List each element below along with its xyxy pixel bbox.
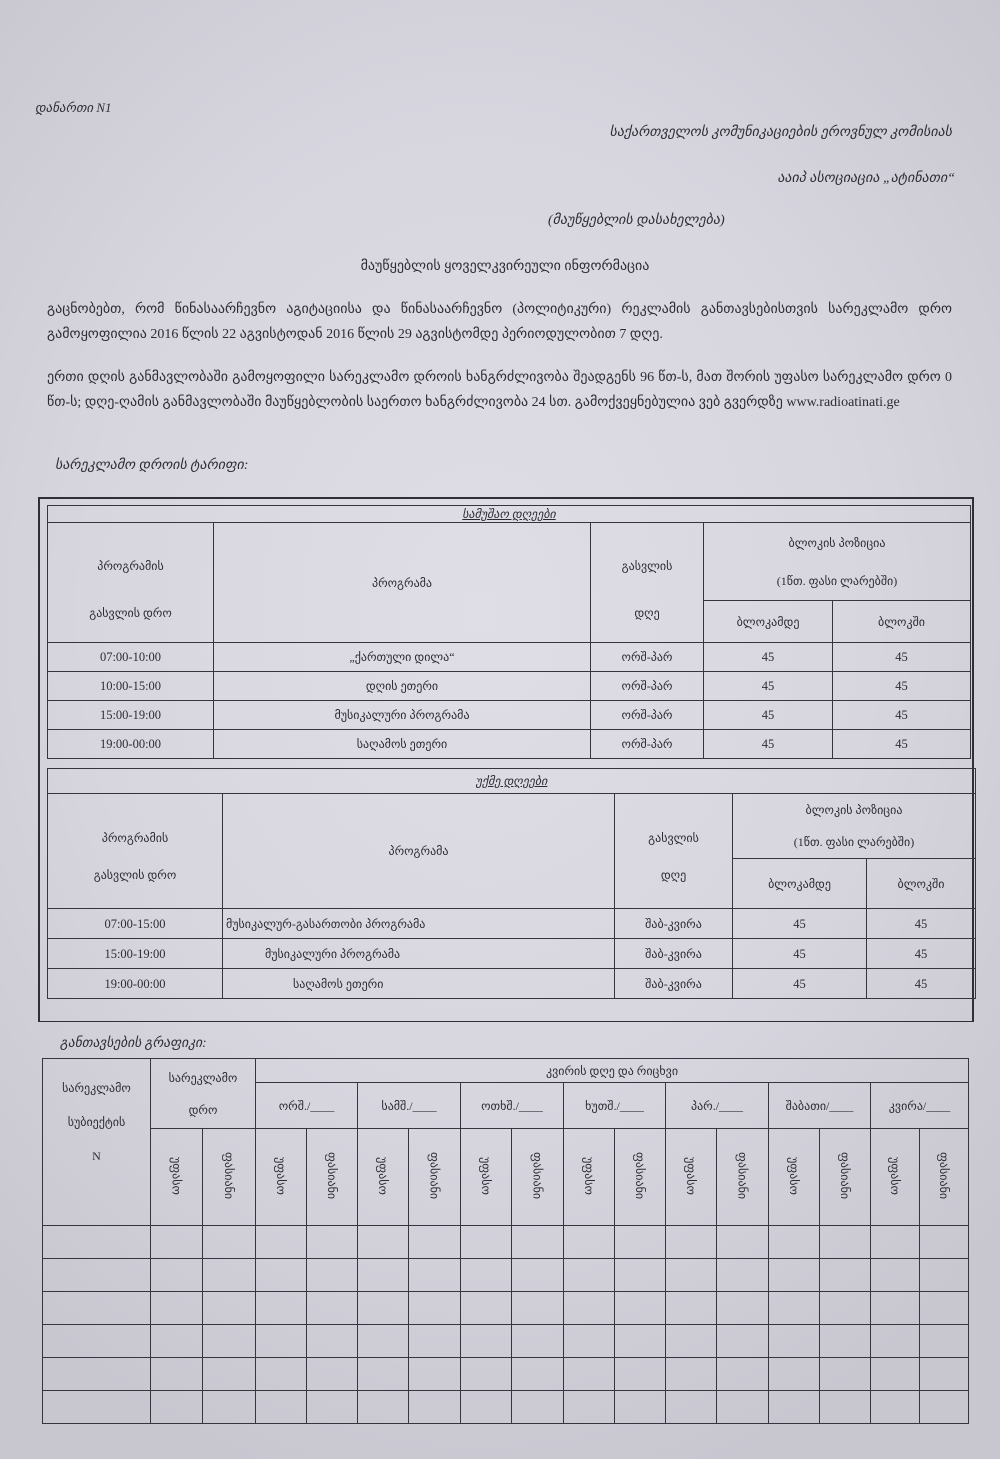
schedule-cell [307, 1226, 358, 1259]
before-block-price: 45 [733, 939, 867, 969]
schedule-cell [615, 1358, 666, 1391]
schedule-row [43, 1292, 969, 1325]
block-position-line: ბლოკის პოზიცია [788, 535, 886, 550]
free-header [151, 1129, 203, 1226]
schedule-cell [615, 1325, 666, 1358]
schedule-cell [564, 1226, 615, 1259]
day-header-friday: პარ./____ [666, 1083, 769, 1129]
paid-header [307, 1129, 358, 1226]
paid-label: ფასიანი [633, 1151, 648, 1200]
schedule-row [43, 1325, 969, 1358]
day-header-tuesday: სამშ./____ [358, 1083, 461, 1129]
ad-time-header-line: სარეკლამო [168, 1070, 238, 1085]
air-day-header-line: გასვლის [621, 558, 673, 573]
before-block-price: 45 [704, 730, 833, 759]
day-header-monday: ორშ./____ [256, 1083, 358, 1129]
schedule-cell [820, 1259, 871, 1292]
schedule-cell [151, 1292, 203, 1325]
info-paragraph-1: გაცნობებთ, რომ წინასაარჩევნო აგიტაციისა და წინასაარჩევნო (პოლიტიკური) რეკლამის განთავსებისთვის სარეკლამო დრო გამოყოფილია 2016 წლის 22 აგვისტოდან 2016 წლის 29 აგვისტომდე პერიოდულობით 7 დღე. [47, 302, 952, 342]
free-header [564, 1129, 615, 1226]
program-cell: „ქართული დილა“ [214, 643, 591, 672]
subject-header-line: სარეკლამო [62, 1081, 131, 1095]
in-block-price: 45 [867, 909, 976, 939]
free-label: უფასო [684, 1156, 699, 1195]
before-block-price: 45 [704, 672, 833, 701]
block-position-header [733, 794, 976, 859]
before-block-price: 45 [704, 701, 833, 730]
before-block-header: ბლოკამდე [704, 601, 833, 643]
paid-header [717, 1129, 769, 1226]
schedule-cell [564, 1259, 615, 1292]
days-cell: ორშ-პარ [591, 701, 704, 730]
free-label: უფასო [787, 1156, 802, 1195]
document-title: მაუწყებლის ყოველკვირეული ინფორმაცია [360, 259, 650, 274]
days-cell: შაბ-კვირა [615, 909, 733, 939]
schedule-cell [256, 1358, 307, 1391]
days-cell: ორშ-პარ [591, 643, 704, 672]
paid-header [920, 1129, 969, 1226]
schedule-cell [151, 1325, 203, 1358]
before-block-price: 45 [733, 969, 867, 999]
table-caption-row [48, 506, 971, 523]
program-header-label: პროგრამა [371, 575, 433, 590]
airtime-cell: 10:00-15:00 [48, 672, 214, 701]
schedule-label: განთავსების გრაფიკი: [60, 1035, 207, 1050]
schedule-cell [461, 1358, 512, 1391]
schedule-cell [717, 1259, 769, 1292]
schedule-cell [564, 1292, 615, 1325]
schedule-header-row [43, 1059, 969, 1083]
paid-header [203, 1129, 256, 1226]
paid-label: ფასიანი [838, 1151, 853, 1200]
addressee: საქართველოს კომუნიკაციების ეროვნულ კომისიას [609, 125, 952, 140]
block-position-line: ბლოკის პოზიცია [805, 803, 903, 817]
schedule-cell [256, 1259, 307, 1292]
schedule-cell [461, 1325, 512, 1358]
schedule-row [43, 1259, 969, 1292]
free-header [358, 1129, 409, 1226]
free-label: უფასო [888, 1156, 903, 1195]
program-cell: საღამოს ეთერი [214, 730, 591, 759]
block-position-header [704, 523, 971, 601]
schedule-cell [717, 1292, 769, 1325]
schedule-row [43, 1226, 969, 1259]
air-day-header-line: დღე [660, 868, 687, 882]
schedule-cell [769, 1226, 820, 1259]
weekend-caption-cell [48, 769, 976, 794]
schedule-cell [409, 1325, 461, 1358]
day-header-thursday: ხუთშ./____ [564, 1083, 666, 1129]
annex-label: დანართი N1 [35, 100, 112, 115]
schedule-table [42, 1058, 969, 1424]
schedule-row [43, 1358, 969, 1391]
schedule-cell [666, 1259, 717, 1292]
weekday-caption: სამუშაო დღეები [462, 507, 556, 521]
schedule-cell [307, 1292, 358, 1325]
schedule-cell [461, 1259, 512, 1292]
schedule-subheader-row [43, 1129, 969, 1226]
table-caption-row [48, 769, 976, 794]
schedule-cell [920, 1325, 969, 1358]
table-row [48, 969, 976, 999]
schedule-cell [871, 1292, 920, 1325]
paid-header [820, 1129, 871, 1226]
in-block-price: 45 [833, 701, 971, 730]
in-block-price: 45 [833, 672, 971, 701]
program-header-label: პროგრამა [388, 844, 449, 858]
subject-number-header [43, 1059, 151, 1226]
schedule-row [43, 1391, 969, 1424]
schedule-cell [666, 1358, 717, 1391]
schedule-cell [307, 1325, 358, 1358]
schedule-cell [461, 1292, 512, 1325]
program-cell: მუსიკალური პროგრამა [214, 701, 591, 730]
in-block-price: 45 [867, 969, 976, 999]
free-header [256, 1129, 307, 1226]
schedule-cell [358, 1391, 409, 1424]
table-row [48, 643, 971, 672]
schedule-cell [256, 1226, 307, 1259]
schedule-cell [203, 1391, 256, 1424]
table-row [48, 939, 976, 969]
airtime-header-line: გასვლის დრო [93, 868, 177, 882]
schedule-cell [615, 1391, 666, 1424]
program-header [223, 794, 615, 909]
schedule-cell [151, 1358, 203, 1391]
program-cell: მუსიკალური პროგრამა [223, 939, 615, 969]
before-block-price: 45 [733, 909, 867, 939]
schedule-cell [203, 1292, 256, 1325]
schedule-cell [307, 1391, 358, 1424]
airtime-cell: 07:00-15:00 [48, 909, 223, 939]
schedule-body [43, 1226, 969, 1424]
schedule-cell [871, 1259, 920, 1292]
schedule-cell [871, 1391, 920, 1424]
schedule-cell [512, 1391, 564, 1424]
schedule-cell [409, 1226, 461, 1259]
schedule-cell [769, 1358, 820, 1391]
schedule-cell [43, 1391, 151, 1424]
schedule-cell [666, 1226, 717, 1259]
schedule-cell [358, 1325, 409, 1358]
schedule-cell [151, 1226, 203, 1259]
schedule-cell [871, 1358, 920, 1391]
schedule-cell [615, 1259, 666, 1292]
ad-time-header [151, 1059, 256, 1129]
schedule-cell [203, 1259, 256, 1292]
free-header [666, 1129, 717, 1226]
schedule-cell [871, 1226, 920, 1259]
days-cell: ორშ-პარ [591, 730, 704, 759]
weekend-tariff-table [47, 768, 976, 999]
schedule-cell [409, 1358, 461, 1391]
paid-label: ფასიანი [735, 1151, 750, 1200]
schedule-cell [564, 1325, 615, 1358]
schedule-cell [769, 1325, 820, 1358]
block-position-line: (1წთ. ფასი ლარებში) [776, 573, 898, 588]
weekday-caption-cell [48, 506, 971, 523]
info-paragraph-2: ერთი დღის განმავლობაში გამოყოფილი სარეკლამო დროის ხანგრძლივობა შეადგენს 96 წთ-ს, მათ შორის უფასო სარეკლამო დრო 0 წთ-ს; დღე-ღამის განმავლობაში მაუწყებლობის საერთო ხანგრძლივობა 24 სთ. გამოქვეყნებულია ვებ გვერდზე www.radioatinati.ge [47, 370, 952, 410]
schedule-cell [256, 1292, 307, 1325]
paid-label: ფასიანი [427, 1151, 442, 1200]
schedule-cell [512, 1259, 564, 1292]
airtime-header-line: პროგრამის [97, 558, 164, 573]
airtime-header-line: გასვლის დრო [89, 605, 172, 620]
day-header-saturday: შაბათი/____ [769, 1083, 871, 1129]
schedule-cell [358, 1226, 409, 1259]
schedule-cell [409, 1292, 461, 1325]
in-block-price: 45 [833, 643, 971, 672]
schedule-cell [203, 1358, 256, 1391]
days-cell: ორშ-პარ [591, 672, 704, 701]
airtime-cell: 15:00-19:00 [48, 701, 214, 730]
schedule-cell [358, 1259, 409, 1292]
schedule-cell [43, 1292, 151, 1325]
days-cell: შაბ-კვირა [615, 939, 733, 969]
schedule-cell [564, 1391, 615, 1424]
airtime-header [48, 523, 214, 643]
schedule-cell [256, 1325, 307, 1358]
in-block-header: ბლოკში [833, 601, 971, 643]
schedule-cell [307, 1259, 358, 1292]
in-block-price: 45 [833, 730, 971, 759]
schedule-cell [409, 1391, 461, 1424]
schedule-cell [920, 1358, 969, 1391]
broadcaster-name: ააიპ ასოციაცია „ატინათი“ [777, 171, 955, 186]
schedule-cell [256, 1391, 307, 1424]
paid-label: ფასიანი [937, 1151, 952, 1200]
airtime-cell: 19:00-00:00 [48, 969, 223, 999]
schedule-cell [615, 1292, 666, 1325]
schedule-cell [461, 1226, 512, 1259]
ad-time-header-line: დრო [188, 1102, 218, 1117]
day-header-wednesday: ოთხშ./____ [461, 1083, 564, 1129]
airtime-cell: 19:00-00:00 [48, 730, 214, 759]
schedule-cell [920, 1292, 969, 1325]
schedule-cell [512, 1292, 564, 1325]
subject-header-line: სუბიექტის [67, 1115, 126, 1129]
schedule-cell [151, 1391, 203, 1424]
schedule-cell [358, 1292, 409, 1325]
schedule-cell [43, 1259, 151, 1292]
weekday-tariff-table [47, 505, 971, 759]
schedule-cell [717, 1325, 769, 1358]
schedule-cell [666, 1325, 717, 1358]
schedule-cell [920, 1259, 969, 1292]
air-day-header-line: დღე [634, 605, 660, 620]
schedule-cell [203, 1226, 256, 1259]
schedule-cell [512, 1325, 564, 1358]
free-label: უფასო [274, 1156, 289, 1195]
free-header [461, 1129, 512, 1226]
schedule-cell [666, 1292, 717, 1325]
schedule-cell [666, 1391, 717, 1424]
schedule-cell [717, 1391, 769, 1424]
free-header [871, 1129, 920, 1226]
schedule-cell [461, 1391, 512, 1424]
paid-header [409, 1129, 461, 1226]
schedule-cell [820, 1391, 871, 1424]
schedule-cell [203, 1325, 256, 1358]
schedule-cell [820, 1292, 871, 1325]
schedule-cell [512, 1226, 564, 1259]
paid-label: ფასიანი [530, 1151, 545, 1200]
schedule-cell [820, 1325, 871, 1358]
days-cell: შაბ-კვირა [615, 969, 733, 999]
table-header-row [48, 523, 971, 601]
free-label: უფასო [582, 1156, 597, 1195]
program-cell: დღის ეთერი [214, 672, 591, 701]
free-header [769, 1129, 820, 1226]
schedule-cell [615, 1226, 666, 1259]
airtime-cell: 07:00-10:00 [48, 643, 214, 672]
subject-header-line: N [92, 1149, 101, 1163]
tariff-label: სარეკლამო დროის ტარიფი: [55, 458, 249, 473]
schedule-cell [307, 1358, 358, 1391]
broadcaster-caption: (მაუწყებლის დასახელება) [548, 213, 725, 228]
table-row [48, 701, 971, 730]
paid-header [615, 1129, 666, 1226]
schedule-cell [43, 1226, 151, 1259]
schedule-cell [717, 1358, 769, 1391]
airtime-cell: 15:00-19:00 [48, 939, 223, 969]
day-header-sunday: კვირა/____ [871, 1083, 969, 1129]
table-header-row [48, 794, 976, 859]
airtime-header-line: პროგრამის [101, 831, 169, 845]
schedule-cell [512, 1358, 564, 1391]
table-row [48, 730, 971, 759]
free-label: უფასო [376, 1156, 391, 1195]
free-label: უფასო [169, 1156, 184, 1195]
schedule-cell [769, 1259, 820, 1292]
schedule-cell [920, 1226, 969, 1259]
program-cell: მუსიკალურ-გასართობი პროგრამა [223, 909, 615, 939]
paid-label: ფასიანი [222, 1151, 236, 1200]
schedule-cell [43, 1358, 151, 1391]
program-header [214, 523, 591, 643]
schedule-cell [358, 1358, 409, 1391]
before-block-price: 45 [704, 643, 833, 672]
schedule-cell [409, 1259, 461, 1292]
schedule-cell [717, 1226, 769, 1259]
before-block-header: ბლოკამდე [733, 859, 867, 909]
air-day-header [615, 794, 733, 909]
schedule-cell [43, 1325, 151, 1358]
table-row [48, 672, 971, 701]
table-row [48, 909, 976, 939]
in-block-price: 45 [867, 939, 976, 969]
block-position-line: (1წთ. ფასი ლარებში) [793, 835, 915, 849]
free-label: უფასო [479, 1156, 494, 1195]
schedule-cell [820, 1358, 871, 1391]
weekend-caption: უქმე დღეები [475, 774, 548, 788]
program-cell: საღამოს ეთერი [223, 969, 615, 999]
schedule-cell [820, 1226, 871, 1259]
paid-header [512, 1129, 564, 1226]
schedule-cell [769, 1292, 820, 1325]
schedule-cell [151, 1259, 203, 1292]
schedule-cell [871, 1325, 920, 1358]
schedule-cell [920, 1391, 969, 1424]
air-day-header [591, 523, 704, 643]
schedule-cell [769, 1391, 820, 1424]
paid-label: ფასიანი [325, 1151, 340, 1200]
schedule-cell [564, 1358, 615, 1391]
in-block-header: ბლოკში [867, 859, 976, 909]
airtime-header [48, 794, 223, 909]
air-day-header-line: გასვლის [648, 831, 699, 845]
week-header: კვირის დღე და რიცხვი [256, 1059, 969, 1083]
